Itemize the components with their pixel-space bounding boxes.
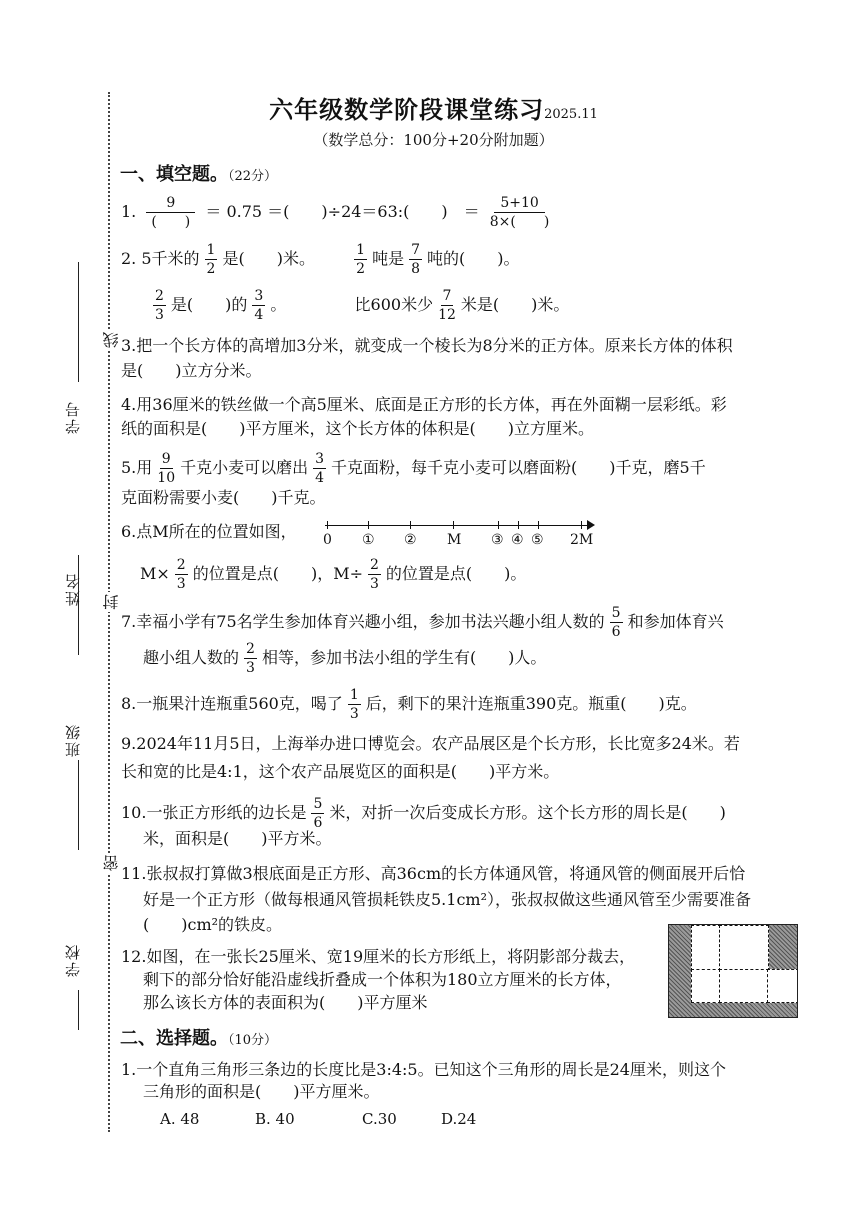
question-7-line-1 [121,606,724,639]
number-line-label: ① [362,532,375,548]
choice-option-c[interactable]: C.30 [362,1110,397,1128]
q2-number: 2. [121,249,137,268]
q8-text-a: 8.一瓶果汁连瓶重560克，喝了 [121,694,343,713]
q5-frac-1 [157,452,175,485]
q7-text-d: 相等，参加书法小组的学生有( )人。 [261,648,547,667]
frac-num: 9 [161,451,171,467]
q2-text-a2: 是( )米。 [222,249,315,268]
question-5-line-1 [121,452,706,485]
student-id-label: 学号 [64,400,82,434]
q8-text-b: 后，剩下的果汁连瓶重390克。瓶重( )克。 [365,694,697,713]
school-field-line [78,990,79,1030]
frac-num: 1 [356,242,366,258]
tick-1 [368,521,369,529]
q8-frac [348,688,361,721]
q7-frac-2 [244,642,257,675]
question-4-line-2: 纸的面积是( )平方厘米，这个长方体的体积是( )立方厘米。 [121,419,594,438]
number-line-label: ③ [491,532,504,548]
question-6-line-2 [140,558,526,591]
section-2-title: 二、选择题。 [120,1028,228,1049]
frac-den: 10 [157,470,176,486]
page-title [0,90,867,125]
q1-fraction-2 [490,196,550,229]
frac-num: 5 [313,796,323,812]
q5-text-a: 5.用 [121,458,153,477]
q5-text-b: 千克小麦可以磨出 [180,458,309,477]
question-3-line-1: 3.把一个长方体的高增加3分米，就变成一个棱长为8分米的正方体。原来长方体的体积 [121,336,733,355]
binding-dotted-line [108,92,110,1132]
q2-text-a3: 吨是 [372,249,405,268]
frac-den: 4 [315,470,325,486]
q6-frac-1 [175,558,188,591]
frac-den: 3 [349,706,359,722]
seal-mark-seal: 封 [102,594,121,610]
q2-frac-4 [153,289,166,322]
class-field-line [78,760,79,850]
frac-num: 2 [246,641,255,657]
q2-text-b4: 米是( )米。 [460,295,570,314]
frac-den: 3 [155,307,164,323]
q1-text: ＝ 0.75 ＝( )÷24＝63:( ) ＝ [205,202,480,221]
frac-num: 2 [176,557,186,573]
q10-text-a: 10.一张正方形纸的边长是 [121,803,307,822]
frac-num: 7 [411,242,421,258]
question-3-line-2: 是( )立方分米。 [121,361,262,380]
tick-0 [327,521,328,529]
q7-text-b: 和参加体育兴 [627,612,724,631]
frac-num: 1 [206,242,216,258]
q2-frac-2 [354,243,367,276]
section-2-heading [120,1024,277,1050]
q2-frac-1 [205,243,218,276]
frac-den: 4 [254,307,264,323]
frac-den: 2 [356,261,366,277]
id-field-line [78,262,79,382]
choice-option-b[interactable]: B. 40 [255,1110,295,1128]
choice-1-line-2: 三角形的面积是( )平方厘米。 [143,1082,380,1101]
question-7-line-2 [143,642,546,675]
q1-number: 1. [121,202,137,221]
q2-frac-3 [409,243,422,276]
q5-frac-2 [313,452,326,485]
question-9-line-2: 长和宽的比是4:1，这个农产品展览区的面积是( )平方米。 [121,762,560,781]
question-12-line-3: 那么该长方体的表面积为( )平方厘米 [143,993,428,1012]
question-12-line-2: 剩下的部分恰好能沿虚线折叠成一个体积为180立方厘米的长方体， [143,970,622,989]
name-label: 姓名 [64,572,82,606]
choice-option-a[interactable]: A. 48 [160,1110,200,1128]
question-11-line-3: ( )cm²的铁皮。 [143,915,283,934]
q10-text-b: 米，对折一次后变成长方形。这个长方形的周长是( ) [329,803,726,822]
frac-den: 8 [411,261,421,277]
question-5-line-2: 克面粉需要小麦( )千克。 [121,488,326,507]
section-1-heading [120,160,277,186]
number-line-label: ⑤ [531,532,544,548]
frac-den: 6 [313,815,323,831]
section-1-title: 一、填空题。 [120,164,228,185]
question-2-line-2 [148,289,569,322]
tick-2 [410,521,411,529]
q2-text-b2: 。 [270,295,287,314]
frac-den: 6 [611,624,621,640]
q7-frac-1 [610,606,623,639]
frac-num: 3 [254,288,264,304]
number-line-label: 2M [570,532,594,548]
q2-frac-5 [252,289,265,322]
q6-text-b3: 的位置是点( )。 [385,564,527,583]
school-label: 学校 [64,943,82,977]
class-label: 班级 [64,723,82,757]
q2-frac-6 [438,289,456,322]
question-8 [121,688,697,721]
q1-fraction [146,196,195,229]
question-11-line-2: 好是一个正方形（做每根通风管损耗铁皮5.1cm²），张叔叔做这些通风管至少需要准备 [143,890,751,909]
question-1 [121,196,554,229]
number-line [325,521,595,531]
q5-text-c: 千克面粉，每千克小麦可以磨面粉( )千克，磨5千 [331,458,706,477]
frac-num: 7 [442,288,452,304]
tick-m [453,521,454,529]
page-subtitle: （数学总分：100分+20分附加题） [313,131,554,149]
frac-den: 3 [370,576,379,592]
q1-frac2-den: 8×( ) [489,214,550,230]
question-11-line-1: 11.张叔叔打算做3根底面是正方形、高36cm的长方体通风管，将通风管的侧面展开后恰 [121,864,746,883]
tick-3 [498,521,499,529]
q2-text-b3: 比600米少 [354,295,434,314]
net-middle-face [691,969,721,1003]
frac-num: 1 [349,687,359,703]
section-2-points: （10分） [228,1033,278,1048]
number-line-label: 0 [323,532,332,548]
title-text: 六年级数学阶段课堂练习 [269,95,545,124]
section-1-points: （22分） [228,169,278,184]
net-top-face [691,925,721,971]
q1-frac-num: 9 [146,196,195,213]
number-line-label: ④ [511,532,524,548]
q6-text-b2: 的位置是点( )，M÷ [192,564,363,583]
frac-den: 3 [246,660,255,676]
question-9-line-1: 9.2024年11月5日，上海举办进口博览会。农产品展区是个长方形，长比宽多24米。若 [121,734,740,753]
question-12-line-1: 12.如图，在一张长25厘米、宽19厘米的长方形纸上，将阴影部分裁去， [121,947,636,966]
q12-paper-figure [668,924,798,1018]
net-side-face [719,925,769,971]
question-4-line-1: 4.用36厘米的铁丝做一个高5厘米、底面是正方形的长方体，再在外面糊一层彩纸。彩 [121,395,727,414]
q2-text-b1: 是( )的 [170,295,248,314]
q1-frac-den: ( ) [151,214,191,230]
seal-mark-line: 线 [102,332,121,348]
choice-option-d[interactable]: D.24 [441,1110,477,1128]
arrow-right-icon [587,520,595,530]
tick-5 [538,521,539,529]
frac-num: 3 [315,451,325,467]
frac-num: 2 [155,288,164,304]
choice-1-line-1: 1.一个直角三角形三条边的长度比是3:4:5。已知这个三角形的周长是24厘米，则这个 [121,1060,726,1079]
number-line-label: M [447,532,462,548]
frac-num: 2 [370,557,379,573]
question-2-line-1 [121,243,520,276]
seal-mark-secret: 密 [102,855,121,871]
question-10-line-2: 米，面积是( )平方米。 [143,829,332,848]
net-bottom-face [719,969,769,1003]
frac-den: 3 [176,576,186,592]
q2-text-a1: 5千米的 [141,249,200,268]
frac-den: 2 [206,261,216,277]
frac-num: 5 [611,605,621,621]
tick-2m [581,521,582,529]
q7-text-c: 趣小组人数的 [143,648,240,667]
number-line-axis [325,525,590,526]
frac-den: 12 [438,307,456,323]
question-6-line-1: 6.点M所在的位置如图， [121,522,297,541]
net-right-face [767,969,798,1003]
title-date: 2025.11 [544,107,598,122]
tick-4 [518,521,519,529]
q1-frac2-num: 5+10 [494,196,544,213]
q6-frac-2 [368,558,381,591]
q7-text-a: 7.幸福小学有75名学生参加体育兴趣小组，参加书法兴趣小组人数的 [121,612,605,631]
q2-text-a4: 吨的( )。 [427,249,520,268]
number-line-label: ② [404,532,417,548]
q6-text-b1: M× [140,564,170,583]
